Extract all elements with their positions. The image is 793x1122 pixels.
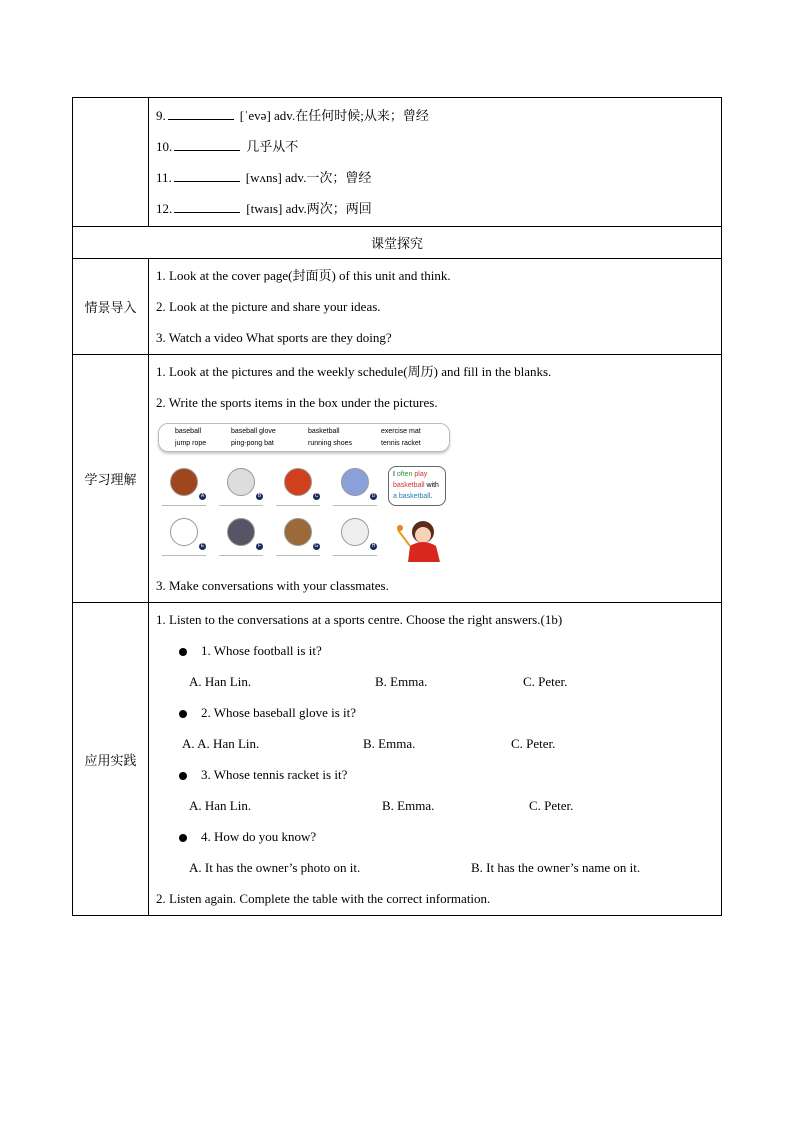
option[interactable]: C. Peter.	[529, 798, 574, 813]
section-title: 课堂探究	[73, 227, 722, 259]
word: jump rope	[175, 440, 207, 447]
bullet-icon	[179, 772, 187, 780]
vocab-definition: [ˈevə] adv.在任何时候;从来；曾经	[239, 108, 429, 123]
vocab-definition: 几乎从不	[246, 139, 299, 154]
empty-cell	[73, 98, 149, 227]
row-label: 情景导入	[73, 259, 149, 355]
answer-blank[interactable]	[174, 136, 240, 151]
tennis-racket-icon	[170, 518, 198, 546]
task-line: 3. Make conversations with your classmates.	[156, 578, 389, 593]
row-label: 应用实践	[73, 603, 149, 916]
lesson-table	[72, 97, 722, 916]
intro-line: 3. Watch a video What sports are they doing?	[156, 330, 392, 345]
word: baseball	[175, 428, 202, 435]
vocab-definition: [wʌns] adv.一次；曾经	[245, 170, 372, 185]
vocab-item	[149, 100, 721, 131]
options	[149, 790, 721, 821]
answer-line[interactable]	[333, 505, 377, 506]
answer-line[interactable]	[219, 505, 263, 506]
answer-line[interactable]	[162, 555, 206, 556]
option[interactable]: C. Peter.	[511, 736, 556, 751]
speech-bubble: I often play basketball with a basketball.	[388, 466, 446, 506]
picture-item	[276, 512, 320, 556]
options	[149, 852, 721, 883]
sports-picture	[156, 420, 454, 566]
question: 2. Whose baseball glove is it?	[149, 697, 721, 728]
vocab-number: 9.	[156, 108, 166, 123]
option[interactable]: A. It has the owner’s photo on it.	[189, 860, 361, 875]
question: 1. Whose football is it?	[149, 635, 721, 666]
picture-item	[333, 512, 377, 556]
picture-item	[333, 462, 377, 506]
exercise-mat-icon	[341, 468, 369, 496]
task-line: 2. Listen again. Complete the table with the correct information.	[156, 891, 491, 906]
intro-line: 2. Look at the picture and share your ideas.	[156, 299, 381, 314]
word: baseball glove	[231, 428, 276, 435]
bullet-icon	[179, 648, 187, 656]
options	[149, 666, 721, 697]
word: ping-pong bat	[231, 440, 274, 447]
vocab-item	[149, 131, 721, 162]
vocab-number: 10.	[156, 139, 173, 154]
picture-item	[219, 462, 263, 506]
option[interactable]: A. A. Han Lin.	[182, 736, 260, 751]
option[interactable]: B. Emma.	[363, 736, 416, 751]
option[interactable]: A. Han Lin.	[189, 674, 252, 689]
picture-letter: G	[314, 543, 319, 549]
practice-row	[73, 603, 722, 916]
picture-item	[162, 462, 206, 506]
vocab-item	[149, 162, 721, 193]
picture-letter: A	[200, 493, 205, 499]
task-line: 1. Listen to the conversations at a sports centre. Choose the right answers.(1b)	[156, 612, 563, 627]
basketball-icon	[170, 468, 198, 496]
question: 4. How do you know?	[149, 821, 721, 852]
understand-row	[73, 355, 722, 603]
word: exercise mat	[381, 428, 421, 435]
baseball-glove-icon	[284, 518, 312, 546]
baseball-icon	[341, 518, 369, 546]
bullet-icon	[179, 710, 187, 718]
running-shoes-icon	[227, 468, 255, 496]
option[interactable]: B. Emma.	[375, 674, 428, 689]
ping-pong-bat-icon	[284, 468, 312, 496]
picture-letter: E	[200, 543, 205, 549]
row-label: 学习理解	[73, 355, 149, 603]
picture-letter: C	[314, 493, 319, 499]
word: running shoes	[308, 440, 352, 447]
options	[149, 728, 721, 759]
picture-item	[276, 462, 320, 506]
intro-line: 1. Look at the cover page(封面页) of this unit and think.	[156, 268, 451, 283]
answer-blank[interactable]	[168, 105, 234, 120]
vocab-number: 11.	[156, 170, 172, 185]
word: basketball	[308, 428, 340, 435]
option[interactable]: B. Emma.	[382, 798, 435, 813]
cartoon-girl-icon	[396, 516, 446, 564]
picture-letter: F	[257, 543, 262, 549]
vocab-item	[149, 193, 721, 224]
answer-line[interactable]	[219, 555, 263, 556]
vocab-number: 12.	[156, 201, 173, 216]
jump-rope-icon	[227, 518, 255, 546]
word: tennis racket	[381, 440, 421, 447]
picture-item	[219, 512, 263, 556]
option[interactable]: A. Han Lin.	[189, 798, 252, 813]
task-line: 1. Look at the pictures and the weekly schedule(周历) and fill in the blanks.	[156, 364, 552, 379]
vocab-row	[73, 98, 722, 227]
picture-letter: H	[371, 543, 376, 549]
picture-item	[162, 512, 206, 556]
vocab-definition: [twaɪs] adv.两次；两回	[246, 201, 372, 216]
picture-letter: D	[371, 493, 376, 499]
task-line: 2. Write the sports items in the box under the pictures.	[156, 395, 438, 410]
answer-line[interactable]	[276, 505, 320, 506]
word-box	[158, 423, 450, 452]
question: 3. Whose tennis racket is it?	[149, 759, 721, 790]
option[interactable]: C. Peter.	[523, 674, 568, 689]
bullet-icon	[179, 834, 187, 842]
answer-blank[interactable]	[174, 198, 240, 213]
option[interactable]: B. It has the owner’s name on it.	[471, 860, 641, 875]
answer-line[interactable]	[276, 555, 320, 556]
vocab-list	[149, 98, 722, 227]
answer-line[interactable]	[162, 505, 206, 506]
intro-row	[73, 259, 722, 355]
answer-line[interactable]	[333, 555, 377, 556]
picture-letter: B	[257, 493, 262, 499]
answer-blank[interactable]	[174, 167, 240, 182]
